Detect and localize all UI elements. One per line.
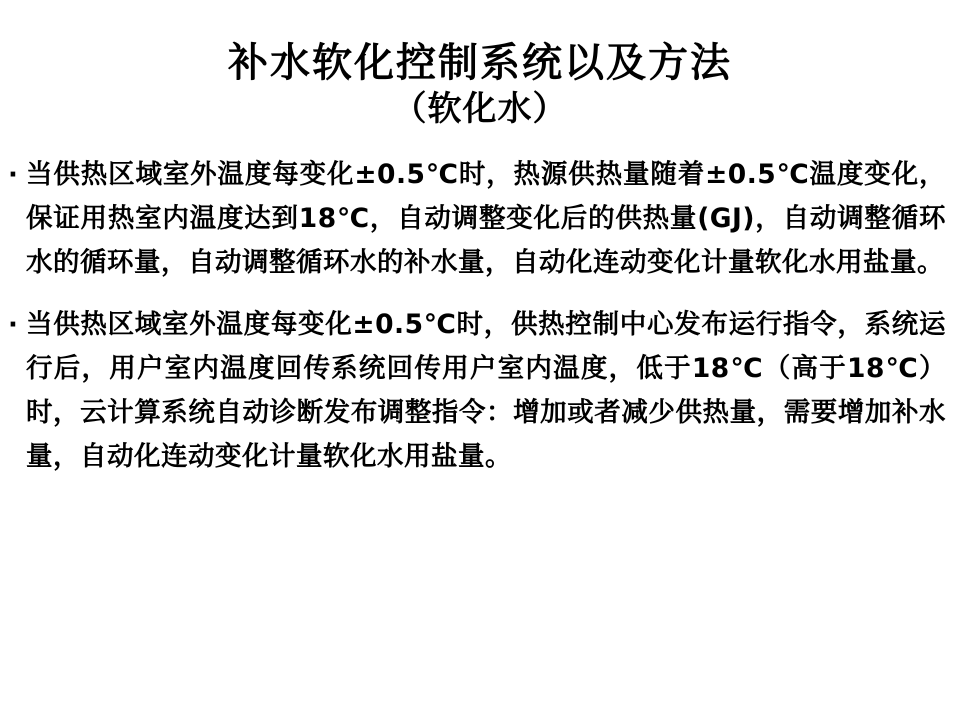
list-item: [8, 153, 946, 285]
bullet-icon: ·: [8, 309, 18, 340]
bullet-icon: ·: [8, 159, 18, 190]
list-item-text: 当供热区域室外温度每变化±0.5℃时，供热控制中心发布运行指令，系统运行后，用户室内温度回传系统回传用户室内温度，低于18℃（高于18℃）时，云计算系统自动诊断发布调整指令：增加或者减少供热量，需要增加补水量，自动化连动变化计量软化水用盐量。: [26, 308, 946, 472]
list-item: [8, 303, 946, 479]
page-subtitle: （软化水）: [392, 89, 568, 129]
list-item-text: 当供热区域室外温度每变化±0.5℃时，热源供热量随着±0.5℃温度变化，保证用热室内温度达到18℃，自动调整变化后的供热量(GJ)，自动调整循环水的循环量，自动调整循环水的补水量，自动化连动变化计量软化水用盐量。: [26, 158, 946, 278]
page-title: 补水软化控制系统以及方法: [228, 39, 732, 86]
slide-body: [0, 153, 960, 479]
slide-title-block: [0, 0, 960, 131]
